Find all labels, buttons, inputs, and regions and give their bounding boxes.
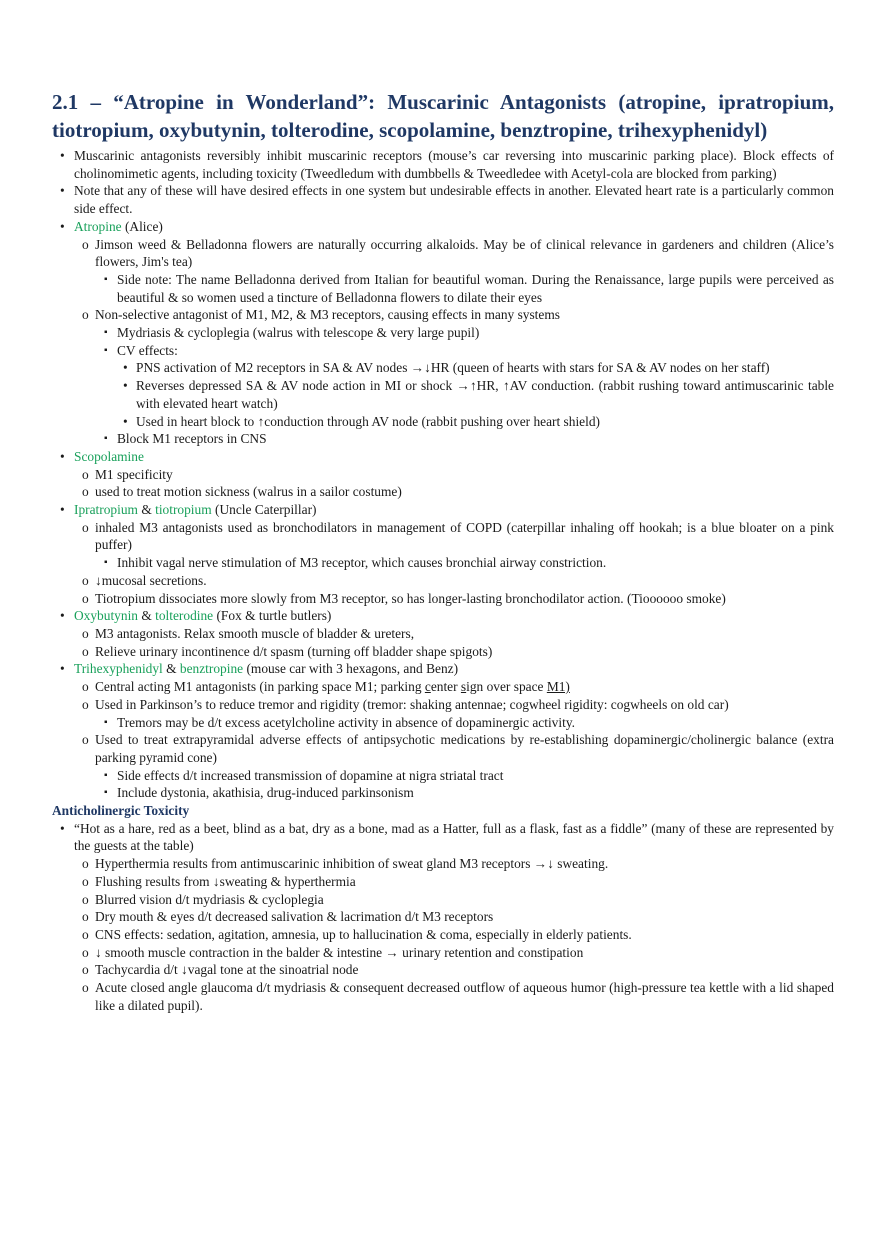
item-text: Include dystonia, akathisia, drug-induced parkinsonism [117, 785, 414, 801]
item-text: Flushing results from ↓sweating & hyperthermia [95, 873, 356, 889]
item-text: Blurred vision d/t mydriasis & cycloplegia [95, 891, 324, 907]
ampersand: & [162, 661, 180, 677]
list-item [52, 926, 834, 944]
bullet-marker: o [82, 625, 89, 641]
document-page [52, 88, 834, 1014]
list-item [52, 891, 834, 909]
list-item [52, 908, 834, 926]
underlined-text: s [460, 679, 467, 695]
scopolamine-heading [52, 448, 834, 466]
bullet-marker: o [82, 873, 89, 889]
list-item [52, 342, 834, 360]
section-heading: Anticholinergic Toxicity [52, 803, 190, 819]
bullet-marker: o [82, 696, 89, 712]
item-text: Mydriasis & cycloplegia (walrus with telescope & very large pupil) [117, 325, 480, 341]
item-text: Tachycardia d/t ↓vagal tone at the sinoatrial node [95, 962, 359, 978]
bullet-marker: ▪ [104, 433, 108, 445]
drug-alias: (mouse car with 3 hexagons, and Benz) [243, 661, 459, 677]
bullet-marker: ▪ [104, 327, 108, 339]
drug-name: Scopolamine [74, 448, 144, 464]
underlined-text: M1) [546, 679, 570, 695]
item-text: “Hot as a hare, red as a beet, blind as a bat, dry as a bone, mad as a Hatter, full as a flask, fast as a fiddle” (many of these are represented by the guests at the table) [74, 820, 834, 854]
bullet-marker: • [60, 661, 65, 677]
bullet-marker: o [82, 909, 89, 925]
drug-name: Oxybutynin [74, 608, 138, 624]
bullet-marker: ▪ [104, 557, 108, 569]
list-item [52, 714, 834, 732]
list-item [52, 359, 834, 377]
bullet-marker: • [60, 448, 65, 464]
list-item [52, 519, 834, 554]
drug-alias: (Fox & turtle butlers) [213, 608, 332, 624]
item-text: Central acting M1 antagonists (in parking space M1; parking [95, 679, 425, 695]
bullet-marker: ▪ [104, 787, 108, 799]
item-text: PNS activation of M2 receptors in SA & AV nodes →↓HR (queen of hearts with stars for SA & AV nodes on her staff) [136, 360, 770, 376]
list-item [52, 483, 834, 501]
item-text: Dry mouth & eyes d/t decreased salivation & lacrimation d/t M3 receptors [95, 909, 494, 925]
item-text: Used in Parkinson’s to reduce tremor and rigidity (tremor: shaking antennae; cogwheel rigidity: cogwheels on old car) [95, 696, 729, 712]
drug-name: Ipratropium [74, 502, 138, 518]
item-text: Hyperthermia results from antimuscarinic inhibition of sweat gland M3 receptors →↓ sweating. [95, 856, 609, 872]
item-text: M1 specificity [95, 466, 173, 482]
intro-text: Muscarinic antagonists reversibly inhibit muscarinic receptors (mouse’s car reversing into muscarinic parking place). Block effects of cholinomimetic agents, including toxicity (Tweedledum with dumbbells & Tweedledee with Acetyl-cola are blocked from parking) [74, 148, 834, 181]
list-item [52, 767, 834, 785]
intro-text: Note that any of these will have desired effects in one system but undesirable effects in another. Elevated heart rate is a particularly common side effect. [74, 183, 834, 217]
item-text: ↓ smooth muscle contraction in the balder & intestine → urinary retention and constipation [95, 944, 584, 960]
item-text: ign over space [466, 679, 547, 695]
bullet-marker: o [82, 962, 89, 978]
list-item [52, 271, 834, 306]
list-item [52, 961, 834, 979]
list-item [52, 944, 834, 962]
item-text: Block M1 receptors in CNS [117, 431, 267, 447]
list-item [52, 731, 834, 766]
list-item [52, 306, 834, 324]
item-text: Acute closed angle glaucoma d/t mydriasis & consequent decreased outflow of aqueous humor (high-pressure tea kettle with a lid shaped like a dilated pupil). [95, 980, 834, 1013]
ampersand: & [137, 502, 156, 518]
atropine-heading [52, 218, 834, 236]
item-text: Tiotropium dissociates more slowly from M3 receptor, so has longer-lasting bronchodilator action. (Tioooooo smoke) [95, 590, 726, 606]
list-item [52, 784, 834, 802]
item-text: Tremors may be d/t excess acetylcholine activity in absence of dopaminergic activity. [117, 714, 575, 730]
bullet-marker: o [82, 572, 89, 588]
drug-name: tolterodine [155, 608, 214, 624]
bullet-marker: o [82, 926, 89, 942]
item-text: Reverses depressed SA & AV node action in MI or shock →↑HR, ↑AV conduction. (rabbit rushing toward antimuscarinic table with elevated heart watch) [136, 378, 834, 411]
bullet-marker: • [60, 218, 65, 234]
item-text: CV effects: [117, 342, 178, 358]
bullet-marker: • [123, 378, 128, 394]
item-text: Used in heart block to ↑conduction through AV node (rabbit pushing over heart shield) [136, 413, 600, 429]
item-text: Relieve urinary incontinence d/t spasm (turning off bladder shape spigots) [95, 643, 493, 659]
list-item [52, 678, 834, 696]
list-item [52, 377, 834, 412]
bullet-marker: ▪ [104, 716, 108, 728]
item-text: used to treat motion sickness (walrus in a sailor costume) [95, 484, 402, 500]
item-text: M3 antagonists. Relax smooth muscle of bladder & ureters, [95, 625, 415, 641]
drug-name: Atropine [74, 218, 122, 234]
bullet-marker: ▪ [104, 344, 108, 356]
bullet-marker: o [82, 891, 89, 907]
bullet-marker: • [60, 820, 65, 836]
bullet-marker: o [82, 643, 89, 659]
bullet-marker: o [82, 307, 89, 323]
bullet-marker: • [123, 413, 128, 429]
bullet-marker: o [82, 732, 89, 748]
bullet-marker: o [82, 484, 89, 500]
bullet-marker: • [60, 148, 65, 163]
drug-alias: (Uncle Caterpillar) [211, 502, 317, 518]
list-item [52, 430, 834, 448]
drug-name: tiotropium [155, 502, 212, 518]
list-item [52, 820, 834, 855]
bullet-marker: o [82, 590, 89, 606]
bullet-marker: o [82, 856, 89, 872]
item-text: enter [430, 679, 461, 695]
list-item [52, 625, 834, 643]
item-text: ↓mucosal secretions. [95, 572, 207, 588]
underlined-text: c [424, 679, 431, 695]
item-text: Used to treat extrapyramidal adverse effects of antipsychotic medications by re-establishing dopaminergic/cholinergic balance (extra parking pyramid cone) [95, 732, 834, 765]
bullet-marker: • [60, 608, 65, 624]
list-item [52, 324, 834, 342]
item-text: CNS effects: sedation, agitation, amnesia, up to hallucination & coma, especially in elderly patients. [95, 926, 632, 942]
item-text: Side effects d/t increased transmission of dopamine at nigra striatal tract [117, 767, 504, 783]
bullet-marker: o [82, 236, 89, 252]
list-item [52, 182, 834, 217]
bullet-marker: ▪ [104, 769, 108, 781]
drug-name: Trihexyphenidyl [74, 661, 163, 677]
item-text: inhaled M3 antagonists used as bronchodilators in management of COPD (caterpillar inhaling off hookah; is a blue bloater on a pink puffer) [95, 519, 834, 553]
bullet-marker: ▪ [104, 273, 108, 285]
list-item [52, 873, 834, 891]
bullet-marker: • [123, 360, 128, 376]
bullet-marker: o [82, 944, 89, 960]
list-item [52, 413, 834, 431]
list-item [52, 572, 834, 590]
list-item [52, 236, 834, 271]
trihexyphenidyl-heading [52, 660, 834, 678]
oxybutynin-heading [52, 607, 834, 625]
ipratropium-heading [52, 501, 834, 519]
bullet-marker: o [82, 466, 89, 482]
item-text: Jimson weed & Belladonna flowers are naturally occurring alkaloids. May be of clinical relevance in gardeners and children (Alice’s flowers, Jim's tea) [95, 236, 834, 270]
list-item [52, 554, 834, 572]
list-item [52, 147, 834, 182]
bullet-marker: o [82, 679, 89, 695]
bullet-marker: o [82, 519, 89, 535]
page-title: 2.1 – “Atropine in Wonderland”: Muscarinic Antagonists (atropine, ipratropium, tiotropium, oxybutynin, tolterodine, scopolamine, benztropine, trihexyphenidyl) [52, 90, 834, 142]
list-item [52, 979, 834, 1014]
ampersand: & [137, 608, 156, 624]
drug-name: benztropine [179, 661, 244, 677]
item-text: Non-selective antagonist of M1, M2, & M3 receptors, causing effects in many systems [95, 307, 560, 323]
list-item [52, 855, 834, 873]
bullet-marker: • [60, 183, 65, 199]
bullet-marker: • [60, 502, 65, 518]
list-item [52, 466, 834, 484]
list-item [52, 590, 834, 608]
drug-alias: (Alice) [121, 218, 163, 234]
list-item [52, 696, 834, 714]
item-text: Inhibit vagal nerve stimulation of M3 receptor, which causes bronchial airway constriction. [117, 555, 607, 571]
bullet-marker: o [82, 980, 89, 996]
list-item [52, 643, 834, 661]
item-text: Side note: The name Belladonna derived from Italian for beautiful woman. During the Renaissance, large pupils were perceived as beautiful & so women used a tincture of Belladonna flowers to dilate their eyes [117, 271, 834, 305]
